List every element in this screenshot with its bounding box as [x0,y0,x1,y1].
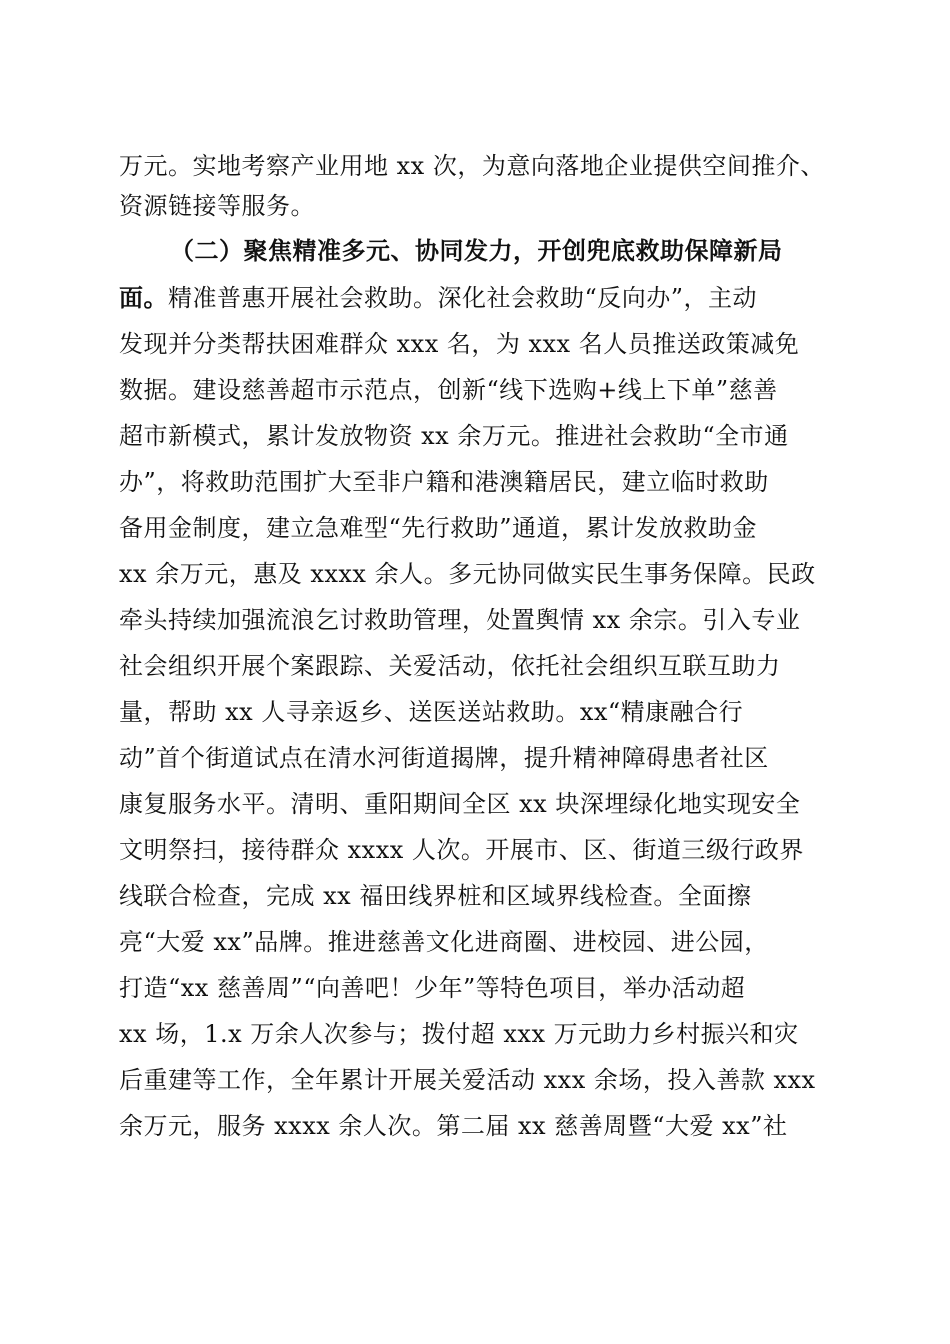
text-line: 后重建等工作，全年累计开展关爱活动 xxx 余场，投入善款 xxx [119,1066,816,1094]
text-line: 亮“大爱 xx”品牌。推进慈善文化进商圈、进校园、进公园， [119,928,769,956]
text-line: 发现并分类帮扶困难群众 xxx 名，为 xxx 名人员推送政策减免 [119,330,800,358]
text-line: 余万元，服务 xxxx 余人次。第二届 xx 慈善周暨“大爱 xx”社 [119,1112,788,1140]
text-line: 动”首个街道试点在清水河街道揭牌，提升精神障碍患者社区 [119,744,769,772]
text-line [119,280,831,316]
section-heading-end: 面。 [119,283,168,312]
text-line: 备用金制度，建立急难型“先行救助”通道，累计发放救助金 [119,514,758,542]
text-line: 牵头持续加强流浪乞讨救助管理，处置舆情 xx 余宗。引入专业 [119,606,801,634]
section-heading: （二）聚焦精准多元、协同发力，开创兜底救助保障新局 [170,236,783,265]
text-line: 数据。建设慈善超市示范点，创新“线下选购+线上下单”慈善 [119,376,778,404]
text-line: 资源链接等服务。 [119,192,315,220]
text-line: 文明祭扫，接待群众 xxxx 人次。开展市、区、街道三级行政界 [119,836,804,864]
text-line: 打造“xx 慈善周”“向善吧！少年”等特色项目，举办活动超 [119,974,746,1002]
text-line: 办”，将救助范围扩大至非户籍和港澳籍居民，建立临时救助 [119,468,769,496]
text-line-rest: 精准普惠开展社会救助。深化社会救助“反向办”，主动 [168,284,758,312]
text-line: 超市新模式，累计发放物资 xx 余万元。推进社会救助“全市通 [119,422,789,450]
text-line: xx 余万元，惠及 xxxx 余人。多元协同做实民生事务保障。民政 [119,560,816,588]
text-line: 康复服务水平。清明、重阳期间全区 xx 块深埋绿化地实现安全 [119,790,801,818]
text-line: 社会组织开展个案跟踪、关爱活动，依托社会组织互联互助力 [119,652,781,680]
text-line: xx 场，1.x 万余人次参与；拨付超 xxx 万元助力乡村振兴和灾 [119,1020,799,1048]
text-line: 线联合检查，完成 xx 福田线界桩和区域界线检查。全面擦 [119,882,752,910]
text-line: 万元。实地考察产业用地 xx 次，为意向落地企业提供空间推介、 [119,152,825,180]
text-line: 量，帮助 xx 人寻亲返乡、送医送站救助。xx“精康融合行 [119,698,744,726]
